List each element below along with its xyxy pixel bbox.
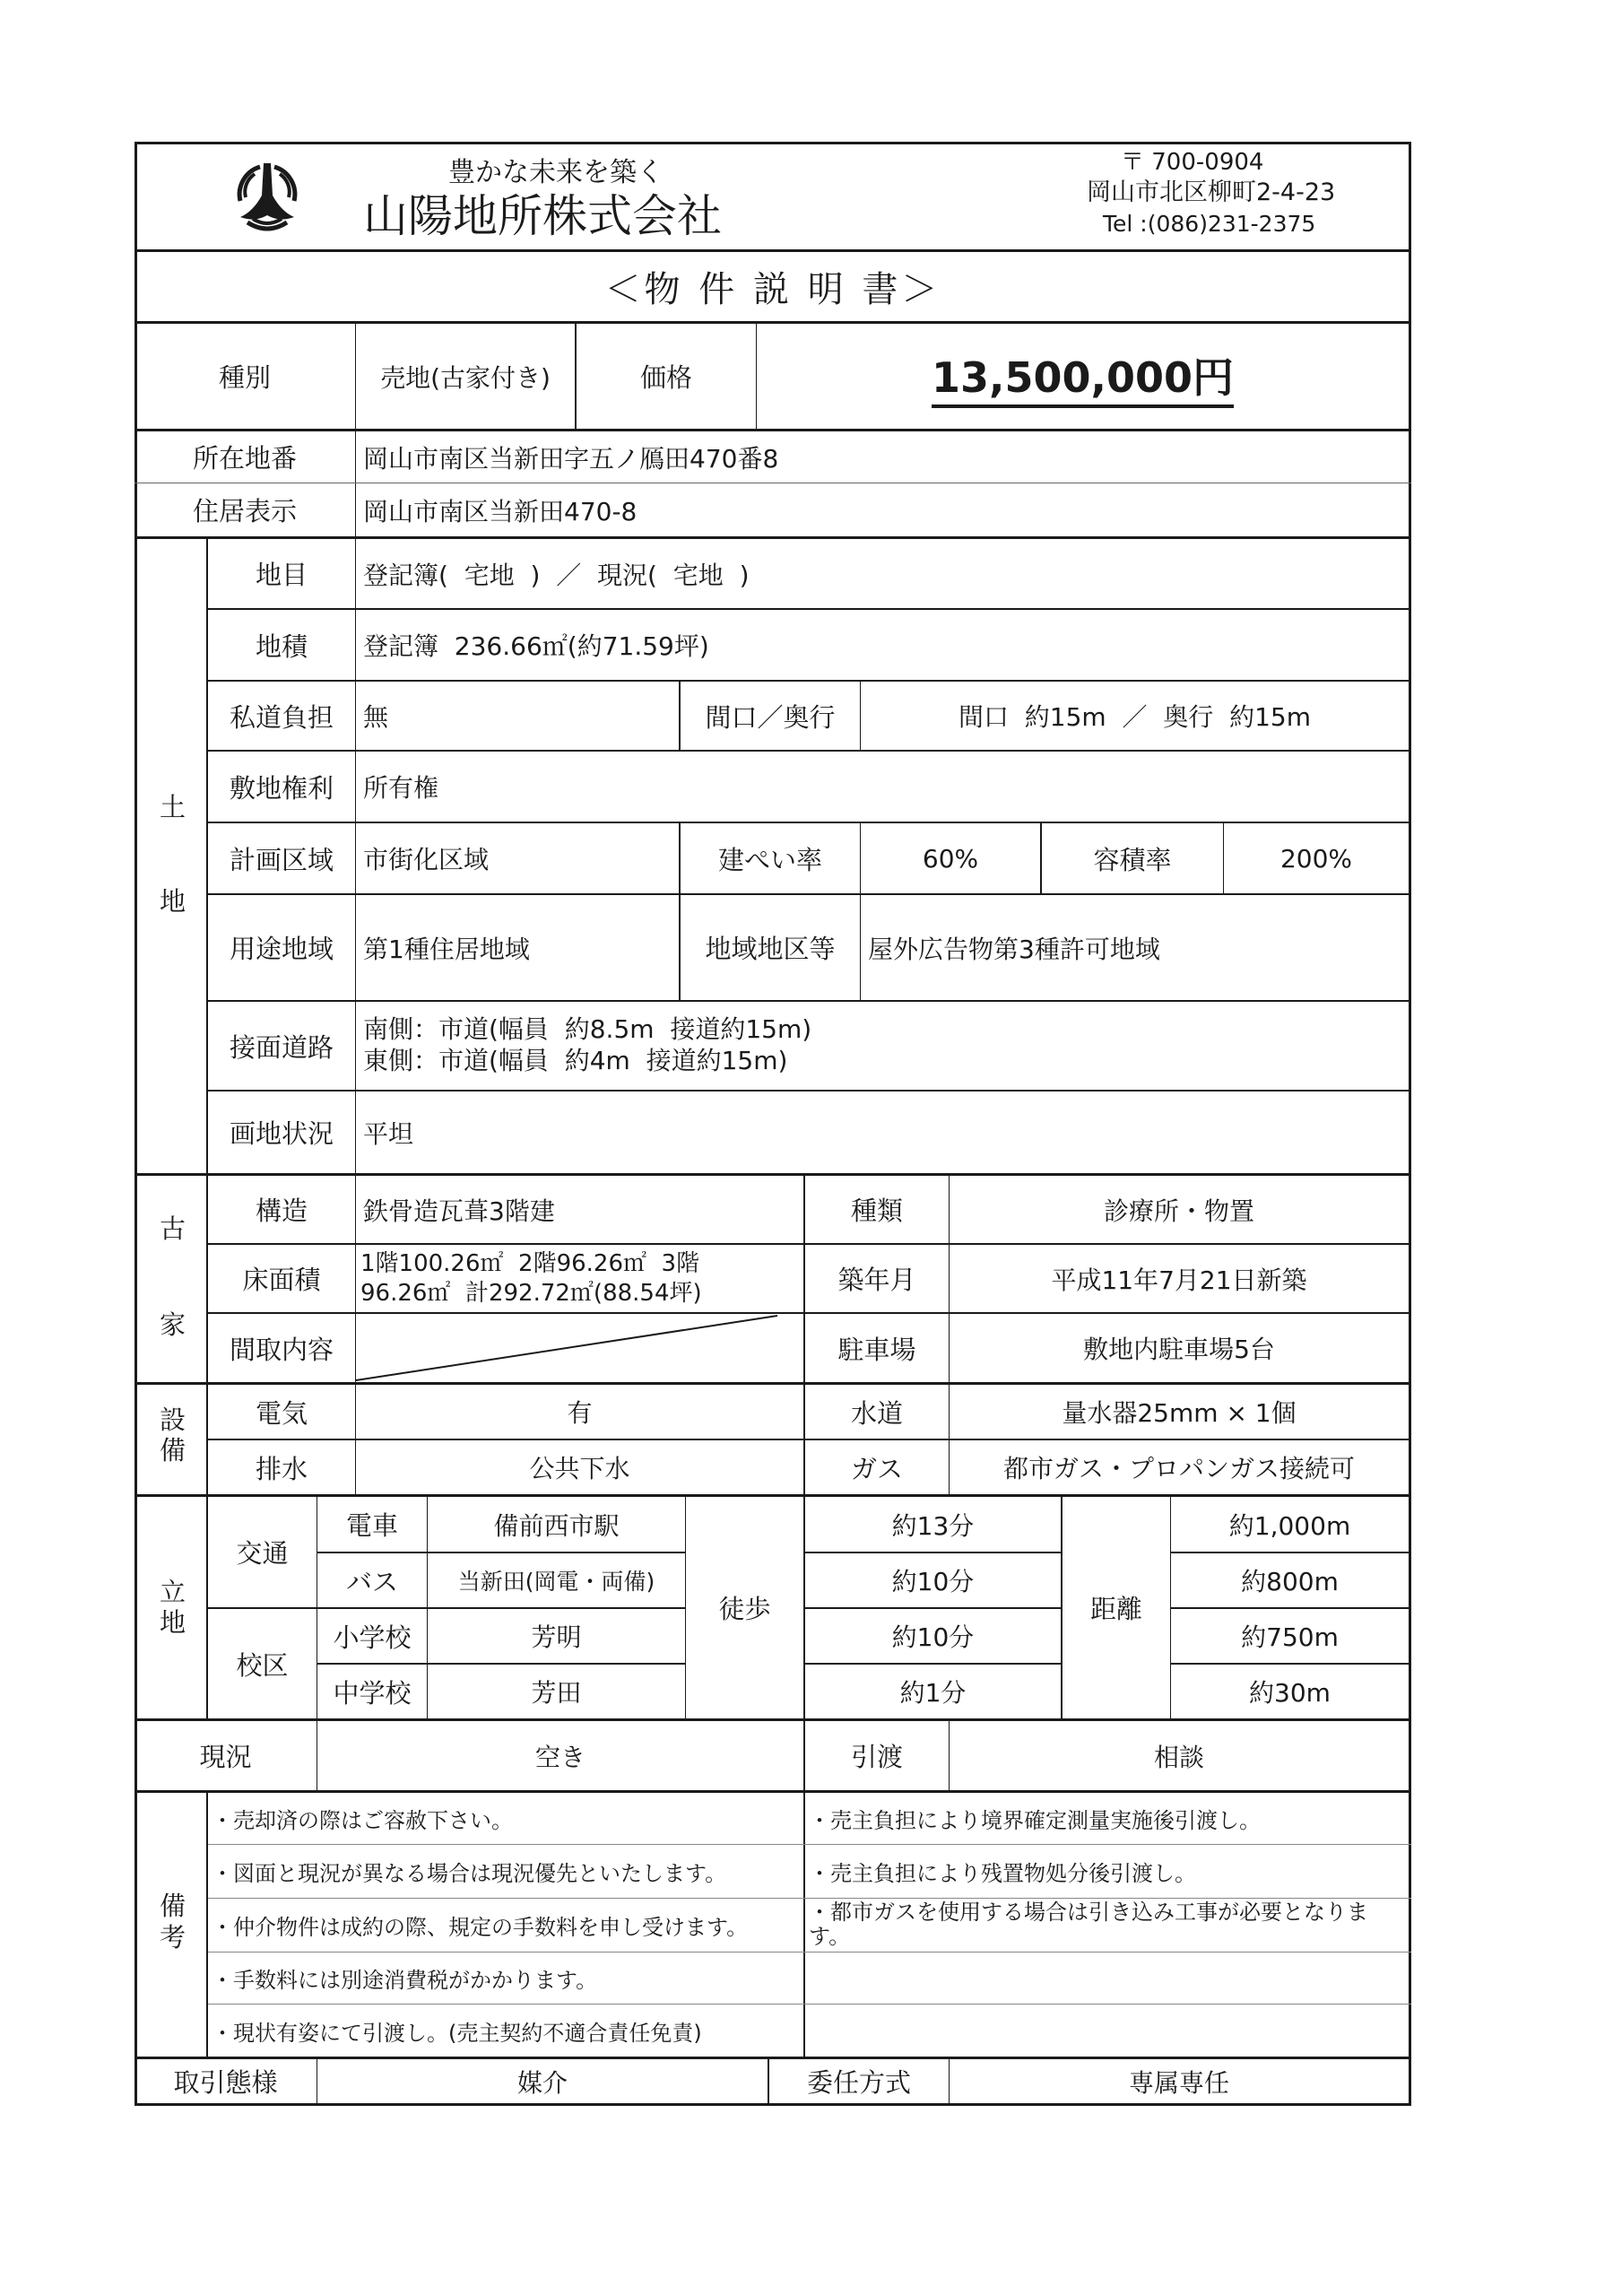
company-logo-icon xyxy=(235,160,299,231)
access-section-label-2: 地 xyxy=(160,1607,186,1638)
remarks-section-label-2: 考 xyxy=(160,1922,186,1952)
kind-label: 種類 xyxy=(850,1196,903,1226)
road-value-east: 東側：市道(幅員 約4m 接道約15m) xyxy=(363,1046,788,1075)
area-label: 地積 xyxy=(255,631,308,662)
school-label: 校区 xyxy=(236,1649,289,1681)
coverage-label: 建ぺい率 xyxy=(717,844,822,875)
access-distance: 約800m xyxy=(1241,1567,1339,1596)
facilities-section-label-2: 備 xyxy=(160,1435,186,1465)
divider xyxy=(208,1000,1411,1002)
parking-value: 敷地内駐車場5台 xyxy=(1083,1335,1275,1364)
private-road-value: 無 xyxy=(363,702,389,732)
document-title: ＜物 件 説 明 書＞ xyxy=(604,269,941,310)
current-status-value: 空き xyxy=(534,1742,585,1772)
terrain-value: 平坦 xyxy=(363,1118,414,1149)
company-address: 岡山市北区柳町2-4-23 xyxy=(1087,178,1336,206)
border-top xyxy=(134,142,1411,144)
rights-value: 所有権 xyxy=(363,773,439,803)
far-value: 200% xyxy=(1279,843,1353,874)
remarks-section-label-1: 備 xyxy=(160,1891,186,1921)
private-road-label: 私道負担 xyxy=(229,701,334,733)
access-section-label-1: 立 xyxy=(160,1577,186,1607)
residence-value: 岡山市南区当新田470-8 xyxy=(363,496,638,526)
rights-label: 敷地権利 xyxy=(229,772,334,804)
drainage-label: 排水 xyxy=(255,1453,308,1484)
lot-value: 岡山市南区当新田字五ノ鴈田470番8 xyxy=(363,443,779,474)
remark-item: ・売主負担により境界確定測量実施後引渡し。 xyxy=(809,1808,1261,1833)
remark-item: ・売主負担により残置物処分後引渡し。 xyxy=(809,1861,1196,1886)
access-distance: 約1,000m xyxy=(1228,1510,1351,1541)
coverage-value: 60% xyxy=(922,843,979,874)
kind-value: 診療所・物置 xyxy=(1103,1196,1254,1226)
land-section-label-2: 地 xyxy=(160,886,186,917)
access-kind: 小学校 xyxy=(333,1622,412,1653)
lot-label: 所在地番 xyxy=(192,443,297,474)
access-name: 芳明 xyxy=(531,1622,582,1652)
mandate-label: 委任方式 xyxy=(806,2067,911,2098)
transaction-mode-label: 取引態様 xyxy=(173,2067,278,2098)
frontage-label: 間口／奥行 xyxy=(705,701,836,733)
distance-label: 距離 xyxy=(1089,1594,1142,1624)
water-label: 水道 xyxy=(850,1397,903,1429)
drainage-value: 公共下水 xyxy=(529,1454,630,1483)
land-section-label-1: 土 xyxy=(160,792,186,822)
facilities-section-label-1: 設 xyxy=(160,1405,186,1435)
chimoku-value: 登記簿( 宅地 ) ／ 現況( 宅地 ) xyxy=(363,560,750,590)
district-value: 屋外広告物第3種許可地域 xyxy=(868,934,1160,964)
handover-label: 引渡 xyxy=(850,1742,903,1772)
mandate-value: 専属専任 xyxy=(1128,2067,1229,2098)
type-value: 売地(古家付き) xyxy=(380,362,551,393)
access-walk: 約10分 xyxy=(891,1567,975,1596)
transport-label: 交通 xyxy=(236,1538,289,1569)
road-value-south: 南側：市道(幅員 約8.5m 接道約15m) xyxy=(363,1014,812,1044)
electricity-value: 有 xyxy=(567,1398,593,1428)
access-walk: 約13分 xyxy=(891,1510,975,1541)
zoning-value: 第1種住居地域 xyxy=(363,934,530,964)
access-kind: 中学校 xyxy=(333,1677,412,1709)
area-value: 登記簿 236.66㎡(約71.59坪) xyxy=(363,631,709,661)
gas-value: 都市ガス・プロパンガス接続可 xyxy=(1002,1454,1355,1483)
remark-item-continued: す。 xyxy=(809,1924,851,1949)
frontage-value: 間口 約15m ／ 奥行 約15m xyxy=(958,702,1311,732)
layout-label: 間取内容 xyxy=(229,1334,334,1365)
house-section-label-2: 家 xyxy=(160,1309,186,1340)
type-label: 種別 xyxy=(218,362,271,393)
postal-code: 〒 700-0904 xyxy=(1121,149,1264,176)
remark-item: ・仲介物件は成約の際、規定の手数料を申し受けます。 xyxy=(212,1915,749,1940)
terrain-label: 画地状況 xyxy=(229,1118,334,1149)
access-name: 芳田 xyxy=(531,1678,582,1708)
house-section-label-1: 古 xyxy=(160,1213,186,1244)
remark-item: ・売却済の際はご容赦下さい。 xyxy=(212,1808,513,1833)
price-value: 13,500,000円 xyxy=(757,324,1409,429)
far-label: 容積率 xyxy=(1093,844,1172,875)
border-bottom xyxy=(134,2103,1411,2106)
structure-value: 鉄骨造瓦葺3階建 xyxy=(363,1196,555,1226)
remark-item: ・手数料には別途消費税がかかります。 xyxy=(212,1968,598,1993)
zoning-label: 用途地域 xyxy=(229,934,334,964)
remark-item: ・現状有姿にて引渡し。(売主契約不適合責任免責) xyxy=(212,2020,702,2046)
access-distance: 約30m xyxy=(1249,1678,1331,1708)
floor-area-label: 床面積 xyxy=(242,1265,321,1295)
chimoku-label: 地目 xyxy=(255,560,308,590)
access-distance: 約750m xyxy=(1241,1622,1339,1652)
electricity-label: 電気 xyxy=(255,1397,308,1429)
remark-item: ・図面と現況が異なる場合は現況優先といたします。 xyxy=(212,1861,727,1886)
built-label: 築年月 xyxy=(837,1265,916,1295)
access-kind: 電車 xyxy=(345,1510,398,1541)
price-label: 価格 xyxy=(639,362,692,393)
transaction-mode-value: 媒介 xyxy=(516,2067,568,2098)
residence-label: 住居表示 xyxy=(192,496,297,526)
planning-label: 計画区域 xyxy=(229,844,334,875)
gas-label: ガス xyxy=(850,1453,903,1484)
remark-item: ・都市ガスを使用する場合は引き込み工事が必要となりま xyxy=(809,1900,1368,1925)
handover-value: 相談 xyxy=(1153,1742,1204,1772)
access-walk: 約10分 xyxy=(891,1622,975,1652)
access-kind: バス xyxy=(345,1566,398,1597)
floor-area-value-1: 1階100.26㎡ 2階96.26㎡ 3階 xyxy=(360,1250,700,1277)
access-name: 当新田(岡電・両備) xyxy=(457,1569,655,1595)
planning-value: 市街化区域 xyxy=(363,845,490,874)
company-name: 山陽地所株式会社 xyxy=(363,190,722,242)
current-status-label: 現況 xyxy=(199,1742,252,1772)
water-value: 量水器25mm × 1個 xyxy=(1062,1398,1297,1428)
structure-label: 構造 xyxy=(255,1196,308,1226)
company-tel: Tel :(086)231-2375 xyxy=(1103,211,1316,237)
access-name: 備前西市駅 xyxy=(493,1510,620,1541)
company-slogan: 豊かな未来を築く xyxy=(448,157,664,188)
built-value: 平成11年7月21日新築 xyxy=(1051,1265,1307,1295)
floor-area-value-2: 96.26㎡ 計292.72㎡(88.54坪) xyxy=(360,1280,702,1307)
parking-label: 駐車場 xyxy=(837,1334,916,1365)
road-label: 接面道路 xyxy=(229,1031,334,1063)
access-walk: 約1分 xyxy=(899,1678,967,1708)
walk-label: 徒歩 xyxy=(718,1594,771,1624)
layout-not-applicable-slash xyxy=(356,1314,803,1382)
district-label: 地域地区等 xyxy=(705,934,836,964)
